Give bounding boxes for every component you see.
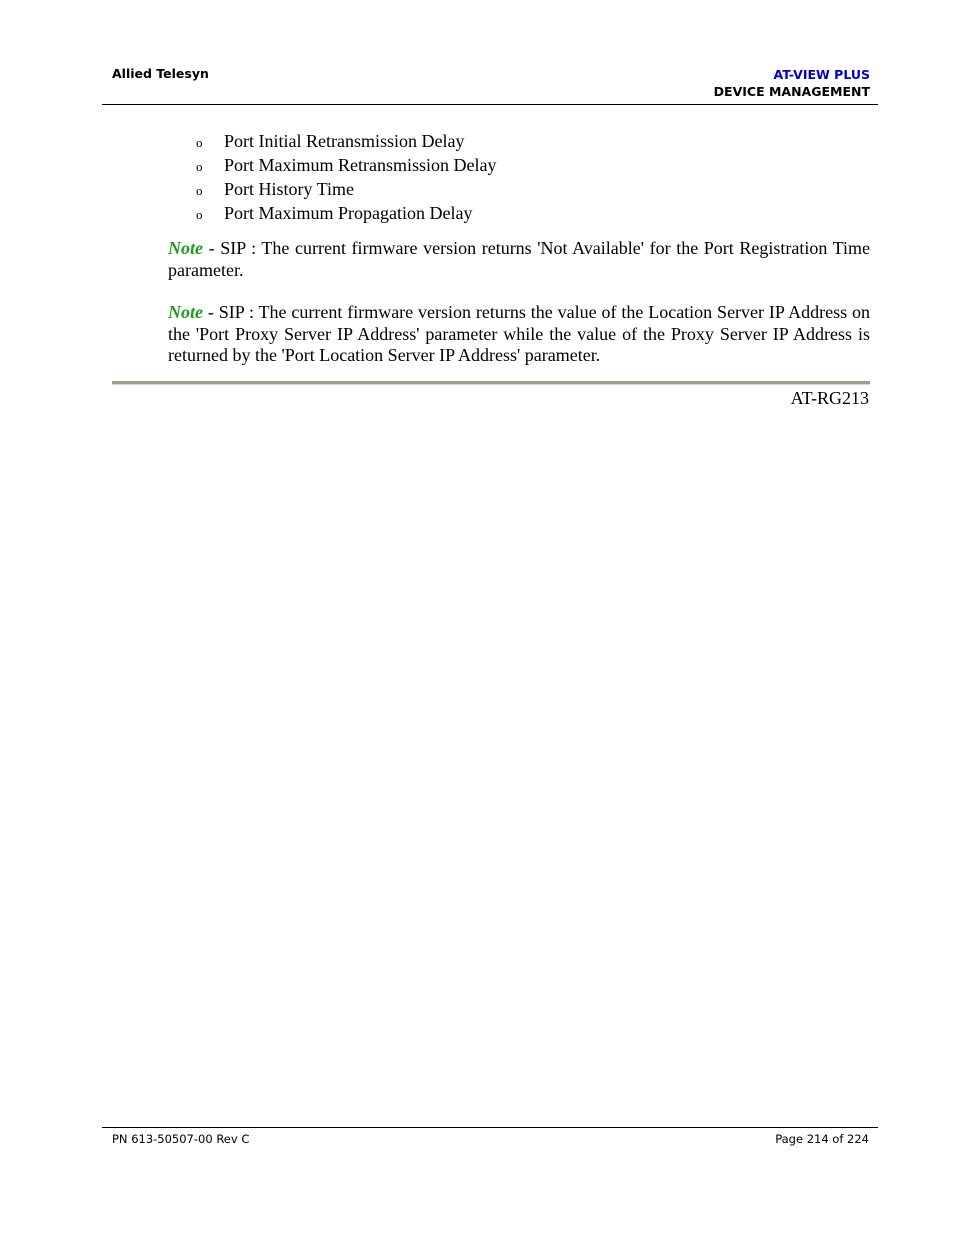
bullet-circle-icon: o (196, 159, 203, 174)
note-label: Note (168, 302, 203, 322)
list-item (196, 178, 496, 202)
note-paragraph (168, 238, 870, 281)
part-number: PN 613-50507-00 Rev C (112, 1132, 250, 1146)
note-text: - SIP : The current firmware version returns the value of the Location Server IP Address on the 'Port Proxy Server IP Address' parameter while the value of the Proxy Server IP Address is returned by the 'Port Location Server IP Address' parameter. (168, 302, 870, 365)
parameter-list (196, 130, 496, 226)
model-heading: AT-RG213 (790, 388, 869, 408)
bullet-circle-icon: o (196, 183, 203, 198)
header-divider (102, 104, 878, 105)
bullet-circle-icon: o (196, 207, 203, 222)
bullet-circle-icon: o (196, 135, 203, 150)
list-item (196, 202, 496, 226)
list-item-text: Port Maximum Propagation Delay (224, 203, 473, 223)
list-item-text: Port History Time (224, 179, 355, 199)
product-name: AT-VIEW PLUS (773, 67, 870, 82)
section-divider (112, 381, 870, 385)
header-title-block (714, 66, 870, 100)
list-item (196, 130, 496, 154)
list-item-text: Port Maximum Retransmission Delay (224, 155, 497, 175)
footer-divider (102, 1127, 878, 1128)
company-name: Allied Telesyn (112, 66, 209, 81)
list-item-text: Port Initial Retransmission Delay (224, 131, 465, 151)
page-number: Page 214 of 224 (775, 1132, 869, 1146)
section-name: DEVICE MANAGEMENT (713, 84, 870, 99)
note-label: Note (168, 238, 203, 258)
list-item (196, 154, 496, 178)
note-text: - SIP : The current firmware version returns 'Not Available' for the Port Registration Time parameter. (168, 238, 870, 280)
note-paragraph (168, 302, 870, 367)
